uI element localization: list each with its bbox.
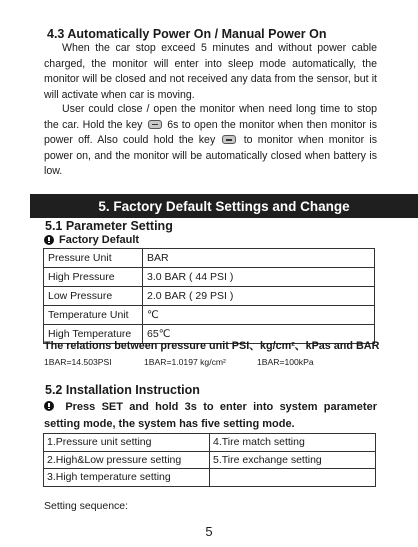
paragraph-manual-power-part-3: to monitor when monitor is power on, and the monitor will be automatically closed when battery is low.: [44, 134, 377, 178]
table-row: [44, 469, 376, 487]
table-cell: Temperature Unit: [44, 306, 143, 325]
setting-sequence-label: Setting sequence:: [44, 500, 129, 512]
table-cell: 5.Tire exchange setting: [210, 451, 376, 469]
paragraph-manual-power-part-2: 6s to open the monitor when then monitor is power off. Also could hold the key: [44, 118, 377, 147]
paragraph-manual-power-part-1: User could close / open the monitor when need long time to stop the car. Hold the key: [44, 103, 377, 131]
paragraph-manual-power: [44, 102, 377, 180]
setting-modes-table: [43, 433, 376, 487]
table-cell: 65℃: [143, 325, 375, 344]
installation-instruction-text: Press SET and hold 3s to enter into system parameter setting mode, the system has five setting mode.: [44, 401, 377, 430]
table-cell: 2.0 BAR ( 29 PSI ): [143, 287, 375, 306]
table-row: [44, 451, 376, 469]
table-cell: [210, 469, 376, 487]
table-cell: Low Pressure: [44, 287, 143, 306]
table-cell: 3.High temperature setting: [44, 469, 210, 487]
conversion-kgcm: 1BAR=1.0197 kg/cm²: [144, 357, 226, 367]
page-number: 5: [205, 524, 213, 539]
conversion-psi: 1BAR=14.503PSI: [44, 357, 112, 367]
table-cell: Pressure Unit: [44, 249, 143, 268]
power-key-icon: [148, 120, 162, 129]
table-row: [44, 268, 375, 287]
paragraph-sleep-mode: When the car stop exceed 5 minutes and without power cable charged, the monitor will enter into sleep mode automatically, the monitor will be closed and not received any data from the sensor, but it will activate when car is moving.: [44, 42, 377, 101]
table-row: [44, 249, 375, 268]
pressure-relations-title: The relations between pressure unit PSI、kg/cm²、kPas and BAR: [44, 340, 380, 352]
factory-default-heading: [44, 234, 139, 246]
section-5-banner: 5. Factory Default Settings and Change: [30, 194, 418, 218]
section-4-3-title: 4.3 Automatically Power On / Manual Power On: [47, 27, 327, 41]
factory-default-table: [43, 248, 375, 344]
installation-instruction: [44, 399, 377, 432]
exclamation-icon: [44, 235, 54, 245]
section-5-1-title: 5.1 Parameter Setting: [45, 219, 173, 233]
table-cell: 3.0 BAR ( 44 PSI ): [143, 268, 375, 287]
table-row: [44, 306, 375, 325]
table-cell: 4.Tire match setting: [210, 434, 376, 452]
table-cell: BAR: [143, 249, 375, 268]
exclamation-icon: [44, 401, 54, 411]
conversion-kpa: 1BAR=100kPa: [257, 357, 314, 367]
table-cell: ℃: [143, 306, 375, 325]
table-cell: High Pressure: [44, 268, 143, 287]
table-row: [44, 287, 375, 306]
table-cell: High Temperature: [44, 325, 143, 344]
table-row: [44, 434, 376, 452]
power-key-icon: [222, 135, 236, 144]
section-5-2-title: 5.2 Installation Instruction: [45, 383, 200, 397]
table-cell: 1.Pressure unit setting: [44, 434, 210, 452]
factory-default-label: Factory Default: [59, 234, 140, 246]
table-cell: 2.High&Low pressure setting: [44, 451, 210, 469]
